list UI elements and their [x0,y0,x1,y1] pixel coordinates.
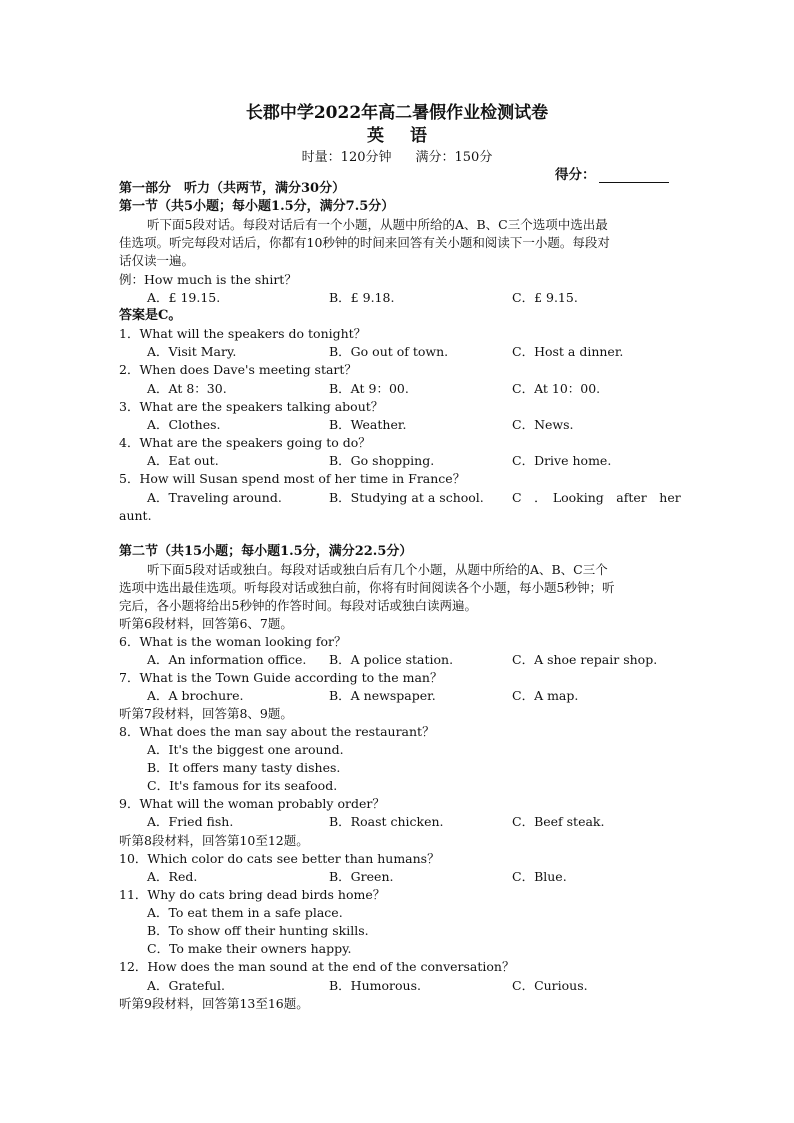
option-b: B．Humorous. [329,978,421,993]
answer-note: 答案是C。 [119,308,182,323]
question-2-options [119,380,675,398]
option-b: B．Studying at a school. [329,490,484,505]
score-label: 得分： [555,167,596,183]
question-7-options [119,687,675,705]
question-2: 2．When does Dave's meeting start？ [119,362,357,377]
question-4: 4．What are the speakers going to do？ [119,435,371,450]
question-10-options [119,868,675,886]
question-9: 9．What will the woman probably order？ [119,796,385,811]
option-a: A．A brochure. [147,688,244,703]
material-8-heading: 听第8段材料，回答第10至12题。 [119,833,309,848]
option-c: C．A shoe repair shop. [512,652,658,667]
option-a: A．Eat out. [147,453,219,468]
material-7-heading: 听第7段材料，回答第8、9题。 [119,706,293,721]
question-11-option-c: C．To make their owners happy. [147,941,352,956]
question-10: 10．Which color do cats see better than humans？ [119,851,440,866]
example-option-a: A．£ 19.15. [147,290,221,305]
option-b: B．Weather. [329,417,407,432]
section1-instruction-1: 听下面5段对话。每段对话后有一个小题，从题中所给的A、B、C三个选项中选出最 [147,217,608,232]
option-a: A．An information office. [147,652,307,667]
option-a: A．Red. [147,869,198,884]
section2-instruction-1: 听下面5段对话或独白。每段对话或独白后有几个小题，从题中所给的A、B、C三个 [147,562,608,577]
question-1: 1．What will the speakers do tonight？ [119,326,367,341]
section2-instruction-3: 完后，各小题将给出5秒钟的作答时间。每段对话或独白读两遍。 [119,598,477,613]
question-3: 3．What are the speakers talking about？ [119,399,384,414]
option-c: C．Blue. [512,869,567,884]
option-c: C．Drive home. [512,453,612,468]
option-c: C．Curious. [512,978,588,993]
option-a: A．Traveling around. [147,490,282,505]
question-11: 11．Why do cats bring dead birds home？ [119,887,386,902]
option-c: C．A map. [512,688,579,703]
option-b: B．Roast chicken. [329,814,444,829]
question-5: 5．How will Susan spend most of her time in France？ [119,471,466,486]
exam-title: 长郡中学2022年高二暑假作业检测试卷 [245,103,549,123]
question-5-options [119,489,681,507]
section1-instruction-2: 佳选项。听完每段对话后，你都有10秒钟的时间来回答有关小题和阅读下一小题。每段对 [119,235,610,250]
question-11-option-a: A．To eat them in a safe place. [147,905,343,920]
question-8-option-c: C．It's famous for its seafood. [147,778,338,793]
question-7: 7．What is the Town Guide according to the man？ [119,670,443,685]
subject-char-2: 语 [410,126,427,146]
subject-char-1: 英 [367,126,384,146]
question-6-options [119,651,675,669]
question-9-options [119,813,675,831]
question-8-option-b: B．It offers many tasty dishes. [147,760,341,775]
option-c: C．Beef steak. [512,814,605,829]
section2-instruction-2: 选项中选出最佳选项。听每段对话或独白前，你将有时间阅读各个小题，每小题5秒钟；听 [119,580,615,595]
time-limit: 时量：120分钟 [301,150,392,165]
section1-instruction-3: 话仅读一遍。 [119,253,195,268]
question-8: 8．What does the man say about the restaurant？ [119,724,435,739]
full-score: 满分：150分 [415,150,493,165]
option-b: B．A newspaper. [329,688,436,703]
question-11-option-b: B．To show off their hunting skills. [147,923,369,938]
option-c: C ． Looking after her [512,490,681,505]
question-12: 12．How does the man sound at the end of the conversation？ [119,959,515,974]
material-6-heading: 听第6段材料，回答第6、7题。 [119,616,293,631]
option-c: C．News. [512,417,574,432]
material-9-heading: 听第9段材料，回答第13至16题。 [119,996,309,1011]
option-a: A．Grateful. [147,978,226,993]
option-b: B．Green. [329,869,394,884]
option-b: B．Go shopping. [329,453,435,468]
example-option-b: B．£ 9.18. [329,290,395,305]
example-options [119,289,675,307]
question-5-option-c-continued: aunt. [119,508,152,523]
option-b: B．At 9：00. [329,381,409,396]
option-b: B．A police station. [329,652,454,667]
example-option-c: C．£ 9.15. [512,290,578,305]
option-b: B．Go out of town. [329,344,449,359]
question-12-options [119,977,675,995]
question-6: 6．What is the woman looking for？ [119,634,347,649]
option-a: A．Clothes. [147,417,221,432]
question-3-options [119,416,675,434]
section1-heading: 第一节（共5小题；每小题1.5分，满分7.5分） [119,199,395,214]
option-a: A．Fried fish. [147,814,234,829]
option-a: A．Visit Mary. [147,344,237,359]
option-c: C．Host a dinner. [512,344,624,359]
question-4-options [119,452,675,470]
section2-heading: 第二节（共15小题；每小题1.5分，满分22.5分） [119,544,413,559]
option-c: C．At 10：00. [512,381,601,396]
example-question: 例：How much is the shirt？ [119,272,297,287]
option-a: A．At 8：30. [147,381,227,396]
subject-heading [0,121,794,146]
part1-heading: 第一部分 听力（共两节，满分30分） [119,181,346,196]
question-8-option-a: A．It's the biggest one around. [147,742,344,757]
question-1-options [119,343,675,361]
exam-info [0,146,794,165]
